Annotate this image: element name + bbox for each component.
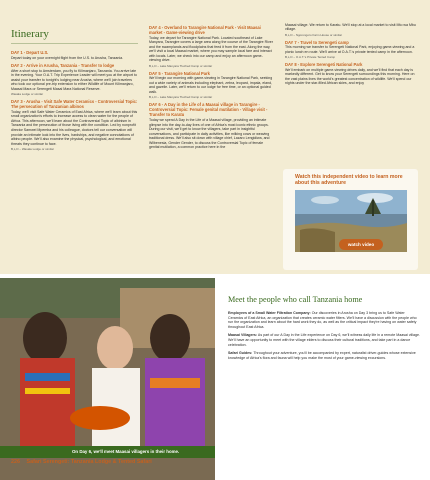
day-text: After a short stop to Amsterdam, you fly to Kilimanjaro, Tanzania. You arrive late in the evening. Your O.A.T. Trip Experience Leader will meet you at the airport to assist your transfer to tonight's lodging near Arusha, where we'll join travelers who took our optional pre-trip extension to either Wildlife of Mount Kilimanjaro, Maasai Mara or Serengeti Masai Mara National Reserve. [11, 68, 137, 91]
day-block [149, 71, 274, 100]
photo-caption: On Day 6, we'll meet Maasai villagers in their home. [0, 446, 215, 458]
meet-the-people-section [228, 295, 420, 364]
day-block [149, 102, 274, 149]
day-block [285, 40, 417, 60]
day-heading: DAY 3 - Arusha - Visit Safe Water Ceramics - Controversial Topic: The persecution of Tanzanian albinos [11, 99, 138, 110]
meet-item-heading: Employees of a Small Water Filtration Company: [228, 311, 311, 315]
maasai-villagers-photo [0, 278, 215, 480]
day-text: Today, we depart for Tarangire National Park. Located southeast of Lake Manyara, Tarangire covers a large area along the course of the Tarangire River and the swamplands and floodplains that feed it from the east. Along the way, we'll visit a local Maasai market, where you may sample local fare and interact with locals. Later, we check into our camp and enjoy an afternoon game-viewing drive. [149, 35, 273, 63]
itinerary-column-3 [285, 22, 417, 86]
meet-item-text: Our discoveries in Arusha on Day 3 bring us to Safe Water Ceramics of East Africa, an organization that creates ceramic water filters. We'll have a discussion with the people who run the organization and learn about the hard work they do, as well as the critical impact they're having on water safety throughout East Africa. [228, 311, 417, 329]
meet-item [228, 311, 420, 329]
day-block [11, 63, 138, 96]
day-heading: DAY 1 - Depart U.S. [11, 50, 49, 55]
accommodation: B,L,D – Wasala Lodge or similar [11, 147, 54, 152]
accommodation: B,L,D – Lake Manyara Tloched Camp or similar [149, 63, 213, 68]
day-text: Today, we'll visit Safe Water Ceramics of East Africa, where we'll learn about this small organization's efforts to increase access to clean water for the people of Africa. This afternoon, we'll learn about the Controversial Topic of albinism in Tanzania and the persecution of those living with the condition. Led by nonprofit director Samwel Mpemba and his colleague, doctors tell our conversation will provide an intimate look into the lives, hardships, and negative connotations of albino people. We'll also examine the physical, psychological, and emotional threats they continue to face. [11, 109, 138, 146]
day-heading: DAY 7 - Travel to Serengeti camp [285, 39, 349, 45]
itinerary-title: Itinerary [11, 28, 138, 44]
meet-item-heading: Maasai Villagers: [228, 333, 258, 338]
footer-title: Safari Serengeti: Tanzania Lodge & Tented Safari [26, 459, 152, 465]
day-block [285, 62, 417, 86]
accommodation: B,L,D – Lake Manyara Tloched Camp or similar [149, 95, 213, 100]
watch-video-button[interactable]: watch video [339, 239, 383, 250]
meet-item-text: Throughout your adventure, you'll be accompanied by expert, naturalist driver-guides whose extensive knowledge of Africa's flora and fauna will help you make the most of your game-viewing excursions. [228, 351, 416, 360]
video-thumbnail[interactable] [295, 190, 407, 252]
itinerary-column-1 [11, 22, 138, 151]
accommodation: B,L,D – Ngorongoro Farm House or similar [285, 32, 343, 37]
accommodation: B,L,D – O.A.T.'s Private Tented Camp [285, 55, 336, 60]
accommodation: Wasala Lodge or similar [11, 92, 44, 97]
day-text: Depart today on your overnight flight from the U.S. to Arusha, Tanzania. [11, 55, 124, 60]
day-block [11, 50, 138, 60]
meet-item [228, 333, 420, 347]
day-text: We'll begin our morning with game-viewing in Tarangire National Park, seeking out a wide variety of animals including elephant, zebra, leopard, impala, eland, and gazelle. Later, we'll return to our lodge for free time, or an optional guided walk. [149, 76, 273, 94]
day-block [11, 99, 138, 151]
day-text: We'll embark on multiple game-viewing drives daily, and we'll find that each day is markedly different. Get to know your Serengeti surroundings this morning. Here on the vast plains lives the world's greatest concentration of wildlife. We'll spend our nights under the star-filled African skies, and enjoy [285, 67, 415, 86]
page-number: 226 [11, 459, 20, 465]
page-footer [11, 459, 152, 466]
day-text: Today we spend A Day in the Life of a Maasai village, providing an intimate glimpse into the day-to-day lives of one of Africa's most iconic ethnic groups. During our visit, we'll get to know the villagers, take part in insightful conversations, and participate in daily activities, like milking cows or weaving traditional dress. We'll also sit down with village chief, Lazaro Lengidiwa, and Wilbenesia, Gender Gender, to discuss the Controversial Topic of female genital mutilation, a common practice here in the [149, 117, 270, 150]
day-heading: DAY 4 - Overland to Tarangire National Park - Visit Maasai market - Game-viewing drive [149, 25, 261, 35]
meet-item-heading: Safari Guides: [228, 351, 253, 356]
meet-the-people-title: Meet the people who call Tanzania home [228, 295, 363, 304]
day-heading: DAY 8 - Explore Serengeti National Park [285, 62, 363, 68]
day-heading: DAY 5 - Tarangire National Park [149, 70, 210, 76]
day-text: This morning we transfer to Serengeti National Park, enjoying game-viewing and a picnic lunch en route. We'll arrive at O.A.T.'s private tented camp in the afternoon. [285, 45, 415, 54]
day-heading: DAY 2 - Arrive in Arusha, Tanzania - Transfer to lodge [11, 63, 115, 69]
day-heading: DAY 6 - A Day in the Life of a Maasai village in Tarangire - Controversial Topic: Female genital mutilation - Village visit - Transfer to Karatu [149, 102, 268, 118]
meet-item-text: As part of our A Day in the Life experience on Day 6, we'll witness daily life in a remote Maasai village. We'll have an opportunity to meet with the village elders to discuss their cultural traditions, and take part in a dance celebration. [228, 333, 421, 347]
day-text-continued: Maasai village. We return to Karatu. We'll stop at a local market to visit Mto wa Mbu village. [285, 22, 416, 32]
itinerary-column-2 [149, 22, 274, 150]
meet-item [228, 351, 420, 360]
video-promo [283, 169, 418, 270]
day-block [149, 25, 274, 68]
video-promo-text: Watch this independent video to learn more about this adventure [295, 174, 403, 187]
